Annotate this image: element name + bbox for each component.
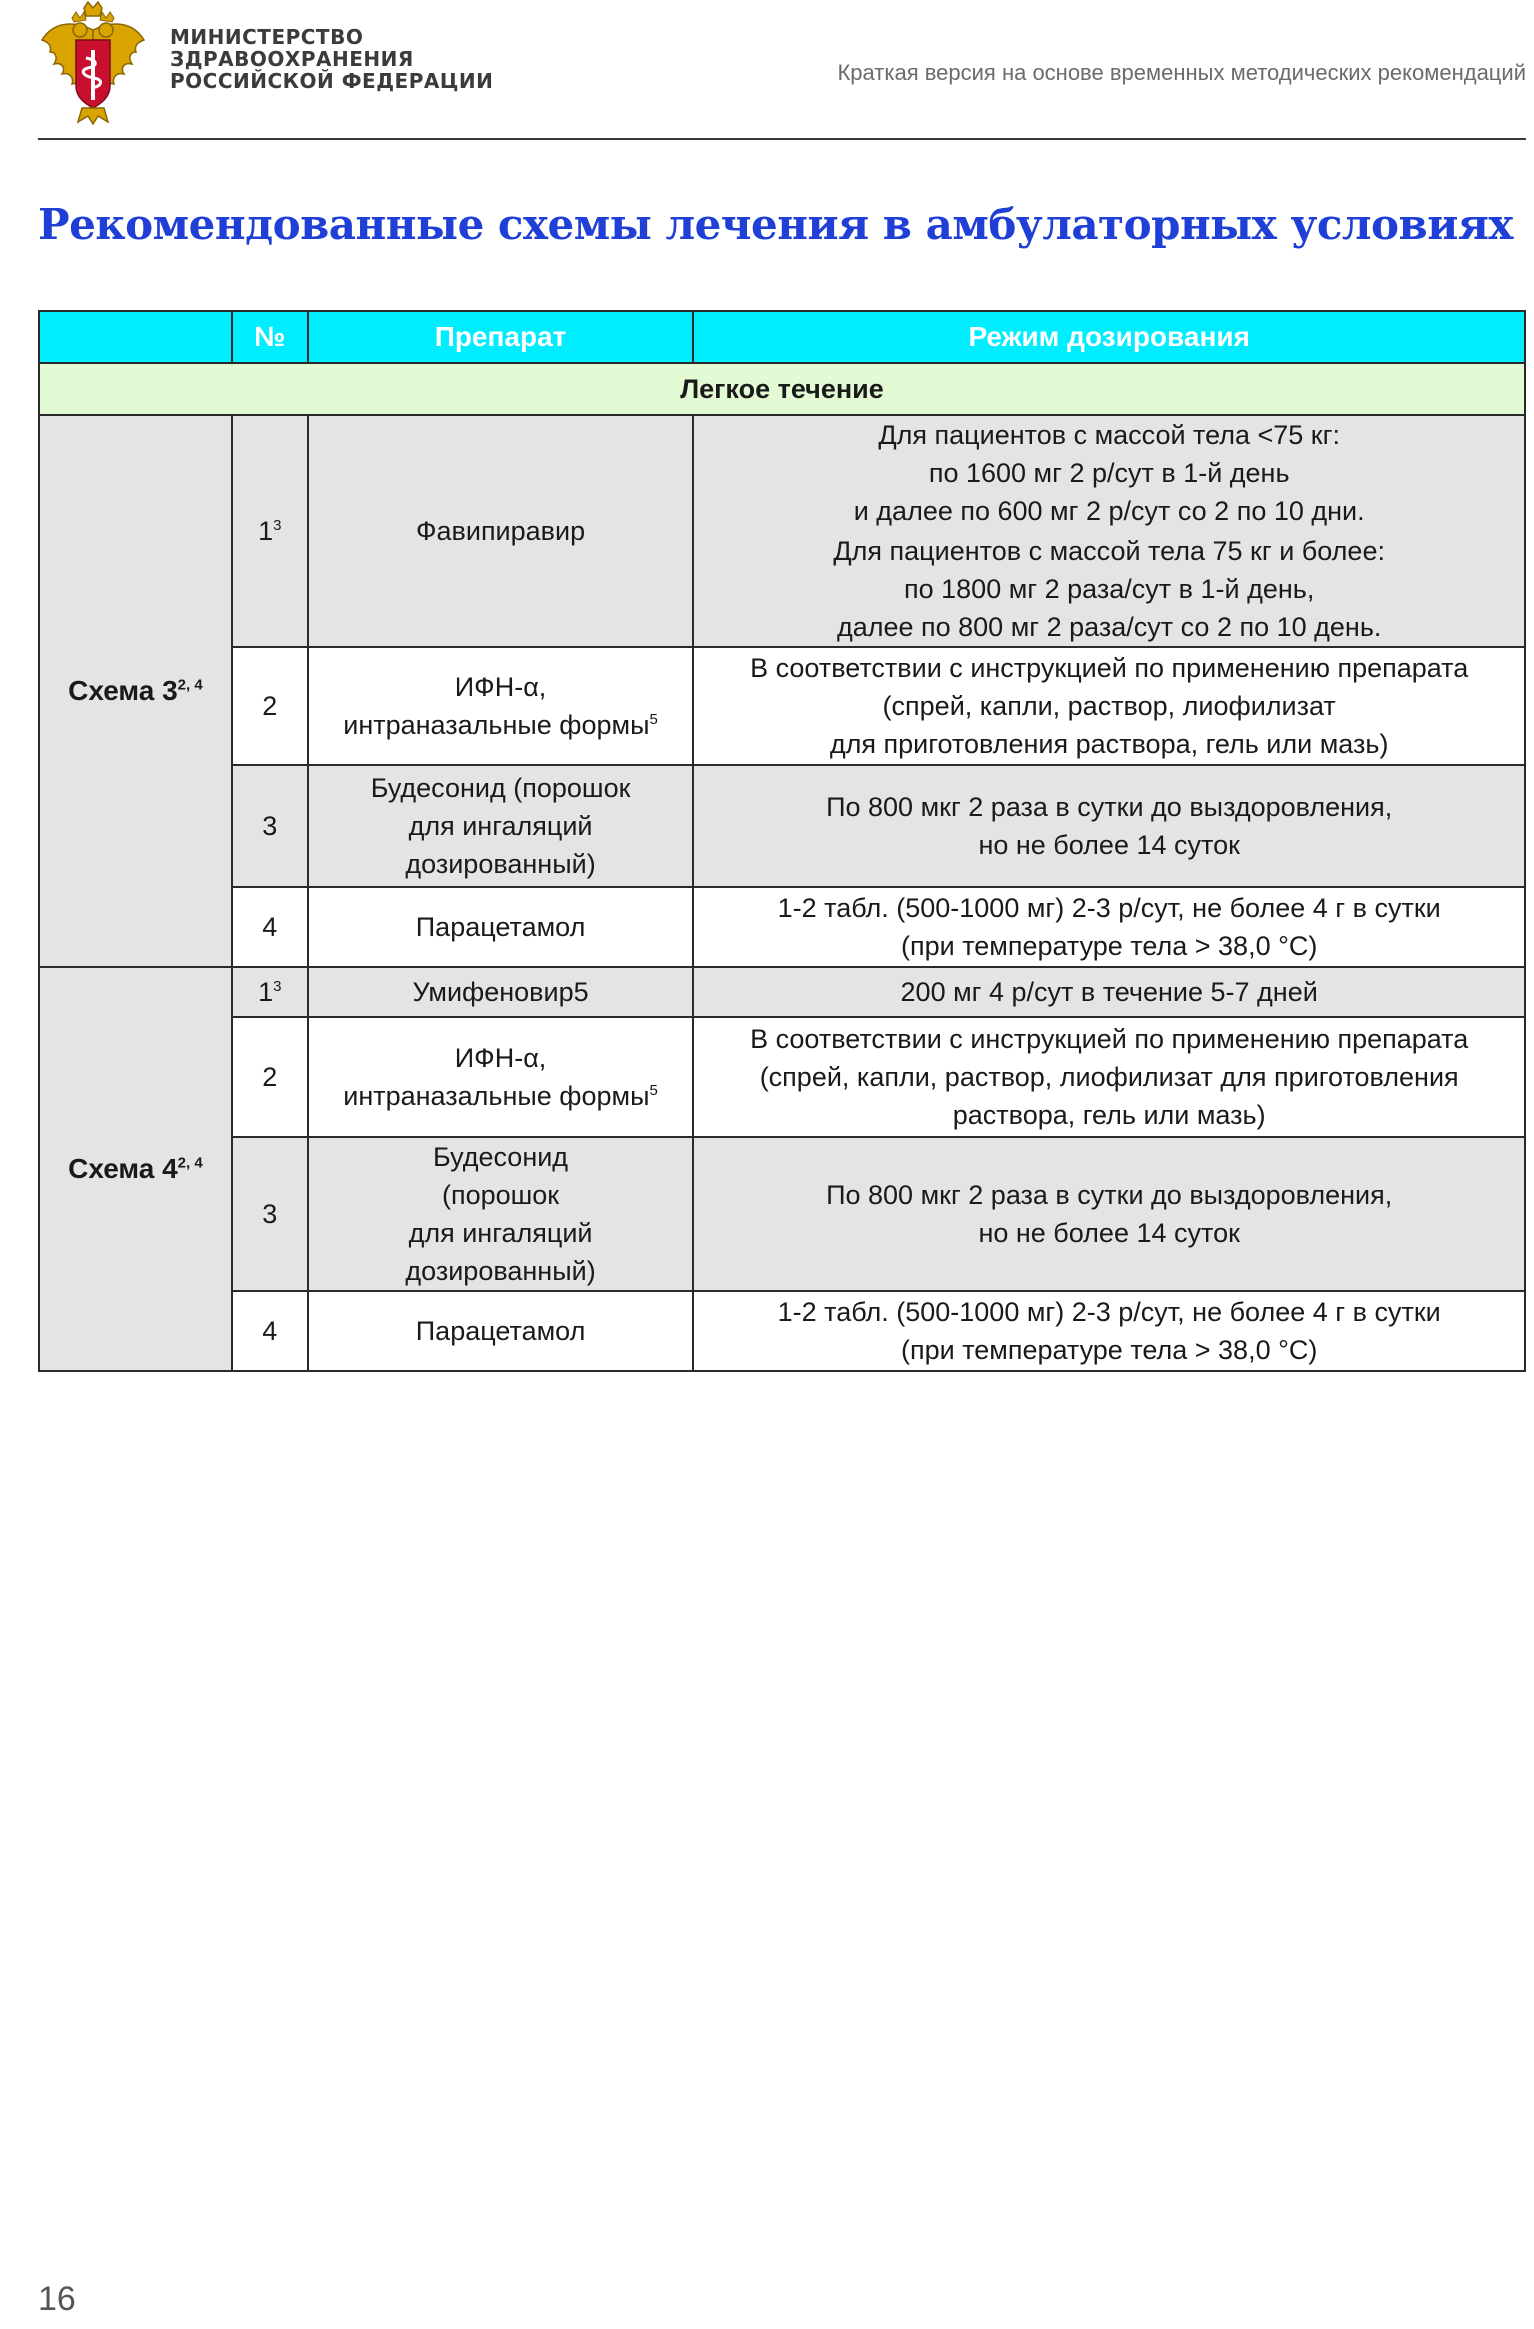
drug-name [308,765,694,887]
dosage-regimen [693,967,1525,1017]
header-number: № [232,311,308,363]
drug-name-line: ИФН-α, [454,1043,547,1073]
row-number [232,415,308,647]
dosage-regimen [693,1017,1525,1137]
dosage-regimen [693,1291,1525,1371]
drug-name-line: Будесонид (порошок для ингаляций дозированный) [405,1142,596,1286]
header-caption: Краткая версия на основе временных методических рекомендаций [837,60,1526,85]
regimen-paragraph: В соответствии с инструкцией по применению препарата (спрей, капли, раствор, лиофилизат для приготовления раствора, гель или мазь) [750,653,1469,759]
section-row [39,363,1525,415]
row-number [232,1291,308,1371]
row-number [232,887,308,967]
scheme-label [39,415,232,967]
drug-name [308,887,694,967]
drug-name-line: Будесонид (порошок для ингаляций дозированный) [370,773,631,879]
scheme-name: Схема 4 [68,1153,178,1184]
regimen-paragraph: В соответствии с инструкцией по применению препарата (спрей, капли, раствор, лиофилизат для приготовления раствора, гель или мазь) [750,1024,1469,1130]
row-number [232,967,308,1017]
drug-name [308,415,694,647]
page-header [38,0,1526,140]
table-row [39,765,1525,887]
dosage-regimen [693,1137,1525,1291]
regimen-paragraph: По 800 мкг 2 раза в сутки до выздоровления, но не более 14 суток [826,792,1393,860]
dosage-regimen [693,647,1525,765]
header-scheme [39,311,232,363]
page-number: 16 [38,2280,76,2318]
row-number-footnote: 3 [273,517,282,534]
row-number [232,765,308,887]
dosage-regimen [693,765,1525,887]
table-body [39,363,1525,1371]
row-number-value: 3 [262,1199,278,1229]
drug-name [308,647,694,765]
table-row [39,967,1525,1017]
ministry-line-1: МИНИСТЕРСТВО [170,25,364,49]
drug-name [308,1291,694,1371]
regimen-paragraph: 1-2 табл. (500-1000 мг) 2-3 р/сут, не более 4 г в сутки (при температуре тела > 38,0 °С) [777,893,1441,961]
drug-name-line: ИФН-α, [454,672,547,702]
ministry-line-3: РОССИЙСКОЙ ФЕДЕРАЦИИ [170,69,494,93]
table-row [39,1017,1525,1137]
header-drug: Препарат [308,311,694,363]
regimen-paragraph: По 800 мкг 2 раза в сутки до выздоровления, но не более 14 суток [826,1180,1393,1248]
row-number-value: 1 [258,516,274,546]
row-number-value: 4 [262,912,278,942]
table-row [39,647,1525,765]
drug-name-line: Умифеновир5 [412,977,589,1007]
drug-name-line: Парацетамол [415,1316,586,1346]
drug-name [308,1137,694,1291]
row-number-value: 1 [258,977,274,1007]
scheme-name: Схема 3 [68,675,178,706]
row-number-footnote: 3 [273,978,282,995]
scheme-footnote: 2, 4 [177,1154,203,1172]
row-number [232,647,308,765]
table-header-row [39,311,1525,363]
drug-name [308,967,694,1017]
dosage-table [38,310,1526,1372]
section-label: Легкое течение [39,363,1525,415]
header-regimen: Режим дозирования [693,311,1525,363]
ministry-line-2: ЗДРАВООХРАНЕНИЯ [170,47,414,71]
regimen-paragraph: Для пациентов с массой тела 75 кг и более: по 1800 мг 2 раза/сут в 1-й день, далее по 800 мг 2 раза/сут со 2 по 10 день. [833,536,1385,642]
scheme-footnote: 2, 4 [177,676,203,694]
table-row [39,1291,1525,1371]
row-number-value: 2 [262,691,278,721]
ministry-name [170,26,493,92]
regimen-paragraph: Для пациентов с массой тела <75 кг: по 1600 мг 2 р/сут в 1-й день и далее по 600 мг 2 р/сут со 2 по 10 дни. [853,420,1365,526]
dosage-regimen [693,415,1525,647]
coat-of-arms-emblem-icon [38,0,148,125]
drug-footnote: 5 [649,711,658,728]
table-row [39,1137,1525,1291]
drug-name [308,1017,694,1137]
row-number-value: 2 [262,1062,278,1092]
drug-name-line: Парацетамол [415,912,586,942]
row-number-value: 4 [262,1316,278,1346]
page-title: Рекомендованные схемы лечения в амбулаторных условиях [38,200,1513,249]
regimen-paragraph: 1-2 табл. (500-1000 мг) 2-3 р/сут, не более 4 г в сутки (при температуре тела > 38,0 °С) [777,1297,1441,1365]
regimen-paragraph: 200 мг 4 р/сут в течение 5-7 дней [900,977,1318,1007]
drug-footnote: 5 [649,1082,658,1099]
row-number [232,1017,308,1137]
row-number-value: 3 [262,811,278,841]
scheme-label [39,967,232,1371]
drug-name-line: интраназальные формы [343,710,650,740]
row-number [232,1137,308,1291]
drug-name-line: интраназальные формы [343,1081,650,1111]
table-row [39,415,1525,647]
drug-name-line: Фавипиравир [415,516,586,546]
table-row [39,887,1525,967]
dosage-regimen [693,887,1525,967]
